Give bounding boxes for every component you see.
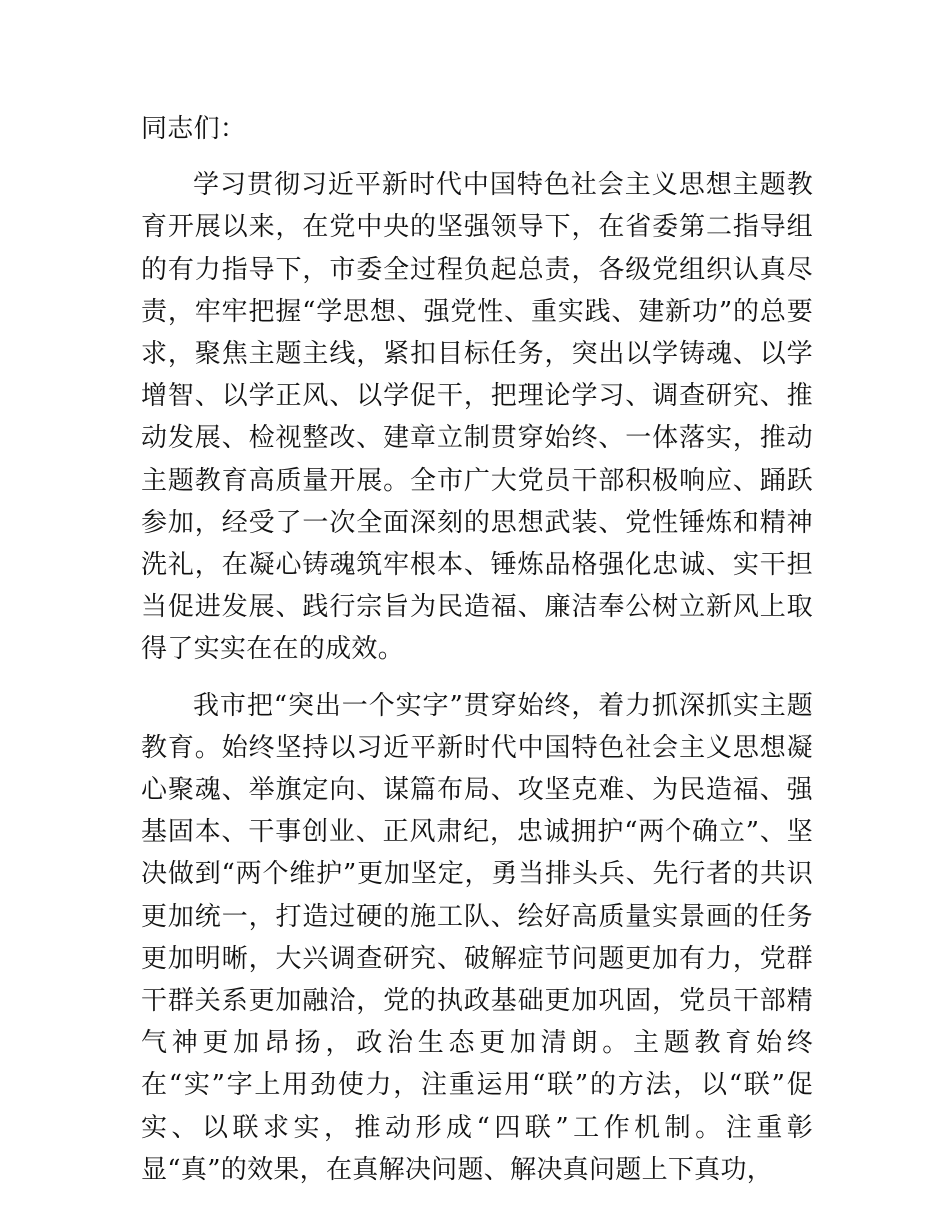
speech-body — [141, 108, 813, 1205]
paragraph-1: 学习贯彻习近平新时代中国特色社会主义思想主题教育开展以来，在党中央的坚强领导下，在省委第二指导组的有力指导下，市委全过程负起总责，各级党组织认真尽责，牢牢把握“学思想、强党性、重实践、建新功”的总要求，聚焦主题主线，紧扣目标任务，突出以学铸魂、以学增智、以学正风、以学促干，把理论学习、调查研究、推动发展、检视整改、建章立制贯穿始终、一体落实，推动主题教育高质量开展。全市广大党员干部积极响应、踊跃参加，经受了一次全面深刻的思想武装、党性锤炼和精神洗礼，在凝心铸魂筑牢根本、锤炼品格强化忠诚、实干担当促进发展、践行宗旨为民造福、廉洁奉公树立新风上取得了实实在在的成效。 — [141, 170, 813, 665]
salutation: 同志们： — [141, 114, 247, 144]
paragraph-2: 我市把“突出一个实字”贯穿始终，着力抓深抓实主题教育。始终坚持以习近平新时代中国特色社会主义思想凝心聚魂、举旗定向、谋篇布局、攻坚克难、为民造福、强基固本、干事创业、正风肃纪，忠诚拥护“两个确立”、坚决做到“两个维护”更加坚定，勇当排头兵、先行者的共识更加统一，打造过硬的施工队、绘好高质量实景画的任务更加明晰，大兴调查研究、破解症节问题更加有力，党群干群关系更加融洽，党的执政基础更加巩固，党员干部精气神更加昂扬，政治生态更加清朗。主题教育始终在“实”字上用劲使力，注重运用“联”的方法，以“联”促实、以联求实，推动形成“四联”工作机制。注重彰显“真”的效果，在真解决问题、解决真问题上下真功， — [141, 690, 813, 1185]
